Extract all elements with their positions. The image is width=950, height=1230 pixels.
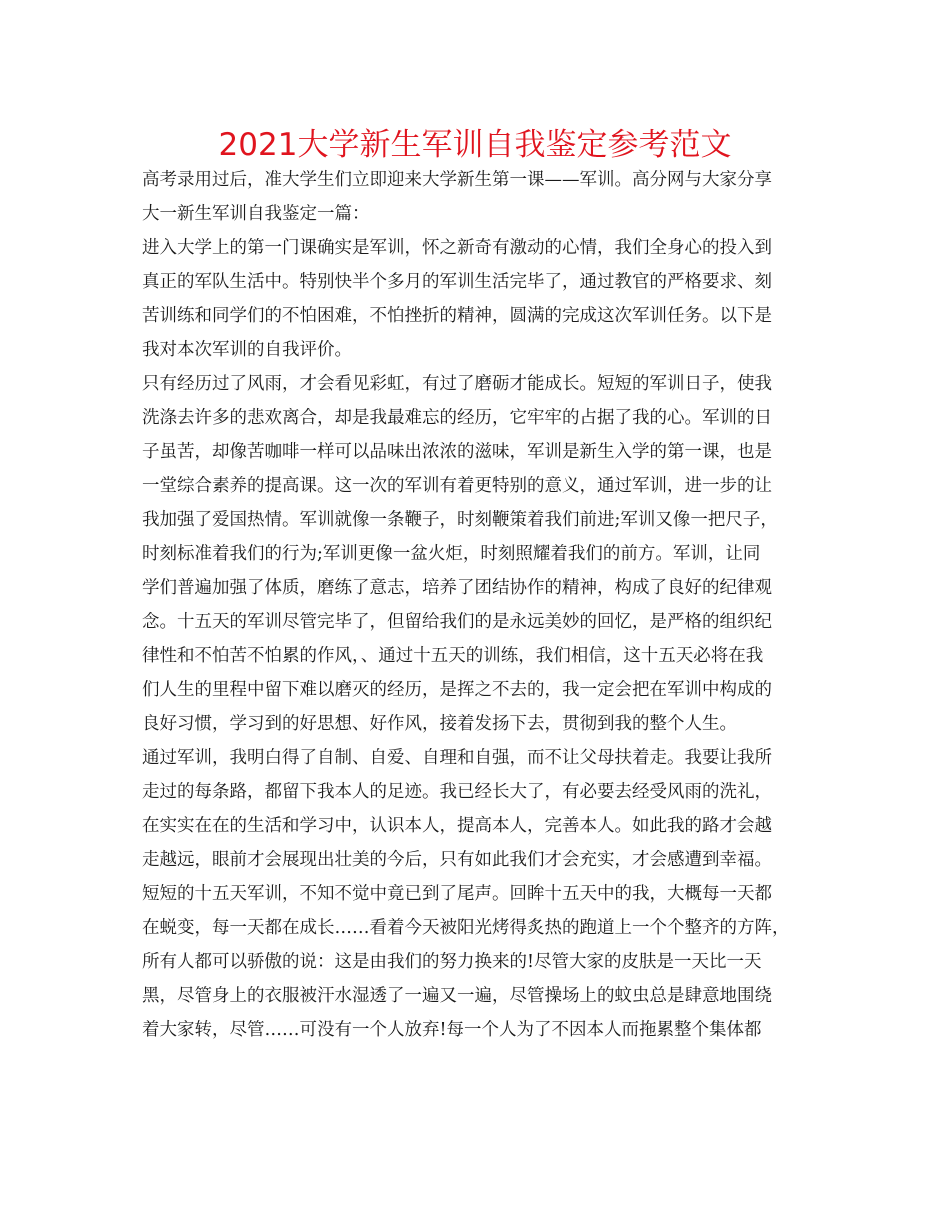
body-line: 一堂综合素养的提高课。这一次的军训有着更特别的意义，通过军训，进一步的让: [142, 476, 772, 496]
body-line: 只有经历过了风雨，才会看见彩虹，有过了磨砺才能成长。短短的军训日子，使我: [142, 374, 772, 394]
body-line: 走过的每条路，都留下我本人的足迹。我已经长大了，有必要去经受风雨的洗礼，: [142, 782, 772, 802]
body-line: 念。十五天的军训尽管完毕了，但留给我们的是永远美妙的回忆，是严格的组织纪: [142, 612, 772, 632]
body-line: 们人生的里程中留下难以磨灭的经历，是挥之不去的，我一定会把在军训中构成的: [142, 680, 772, 700]
body-line: 大一新生军训自我鉴定一篇：: [142, 204, 370, 224]
body-line: 高考录用过后，准大学生们立即迎来大学新生第一课——军训。高分网与大家分享: [142, 170, 772, 190]
body-line: 时刻标准着我们的行为;军训更像一盆火炬，时刻照耀着我们的前方。军训，让同: [142, 544, 761, 564]
body-line: 黑，尽管身上的衣服被汗水湿透了一遍又一遍，尽管操场上的蚊虫总是肆意地围绕: [142, 986, 772, 1006]
body-line: 所有人都可以骄傲的说：这是由我们的努力换来的!尽管大家的皮肤是一天比一天: [142, 952, 762, 972]
body-line: 通过军训，我明白得了自制、自爱、自理和自强，而不让父母扶着走。我要让我所: [142, 748, 772, 768]
body-line: 苦训练和同学们的不怕困难，不怕挫折的精神，圆满的完成这次军训任务。以下是: [142, 306, 772, 326]
body-line: 我加强了爱国热情。军训就像一条鞭子，时刻鞭策着我们前进;军训又像一把尺子，: [142, 510, 778, 530]
body-line: 走越远，眼前才会展现出壮美的今后，只有如此我们才会充实，才会感遭到幸福。: [142, 850, 772, 870]
body-line: 子虽苦，却像苦咖啡一样可以品味出浓浓的滋味，军训是新生入学的第一课，也是: [142, 442, 772, 462]
body-line: 短短的十五天军训，不知不觉中竟已到了尾声。回眸十五天中的我，大概每一天都: [142, 884, 772, 904]
body-line: 真正的军队生活中。特别快半个多月的军训生活完毕了，通过教官的严格要求、刻: [142, 272, 772, 292]
body-line: 良好习惯，学习到的好思想、好作风，接着发扬下去，贯彻到我的整个人生。: [142, 714, 737, 734]
body-line: 在蜕变，每一天都在成长……看着今天被阳光烤得炙热的跑道上一个个整齐的方阵，: [142, 918, 790, 938]
body-line: 学们普遍加强了体质，磨练了意志，培养了团结协作的精神，构成了良好的纪律观: [142, 578, 772, 598]
body-line: 着大家转，尽管……可没有一个人放弃!每一个人为了不因本人而拖累整个集体都: [142, 1020, 762, 1040]
body-line: 我对本次军训的自我评价。: [142, 340, 352, 360]
document-title: 2021大学新生军训自我鉴定参考范文: [218, 127, 732, 163]
body-line: 洗涤去许多的悲欢离合，却是我最难忘的经历，它牢牢的占据了我的心。军训的日: [142, 408, 772, 428]
body-line: 在实实在在的生活和学习中，认识本人，提高本人，完善本人。如此我的路才会越: [142, 816, 772, 836]
body-line: 进入大学上的第一门课确实是军训，怀之新奇有激动的心情，我们全身心的投入到: [142, 238, 772, 258]
body-line: 律性和不怕苦不怕累的作风，、通过十五天的训练，我们相信，这十五天必将在我: [142, 646, 764, 666]
